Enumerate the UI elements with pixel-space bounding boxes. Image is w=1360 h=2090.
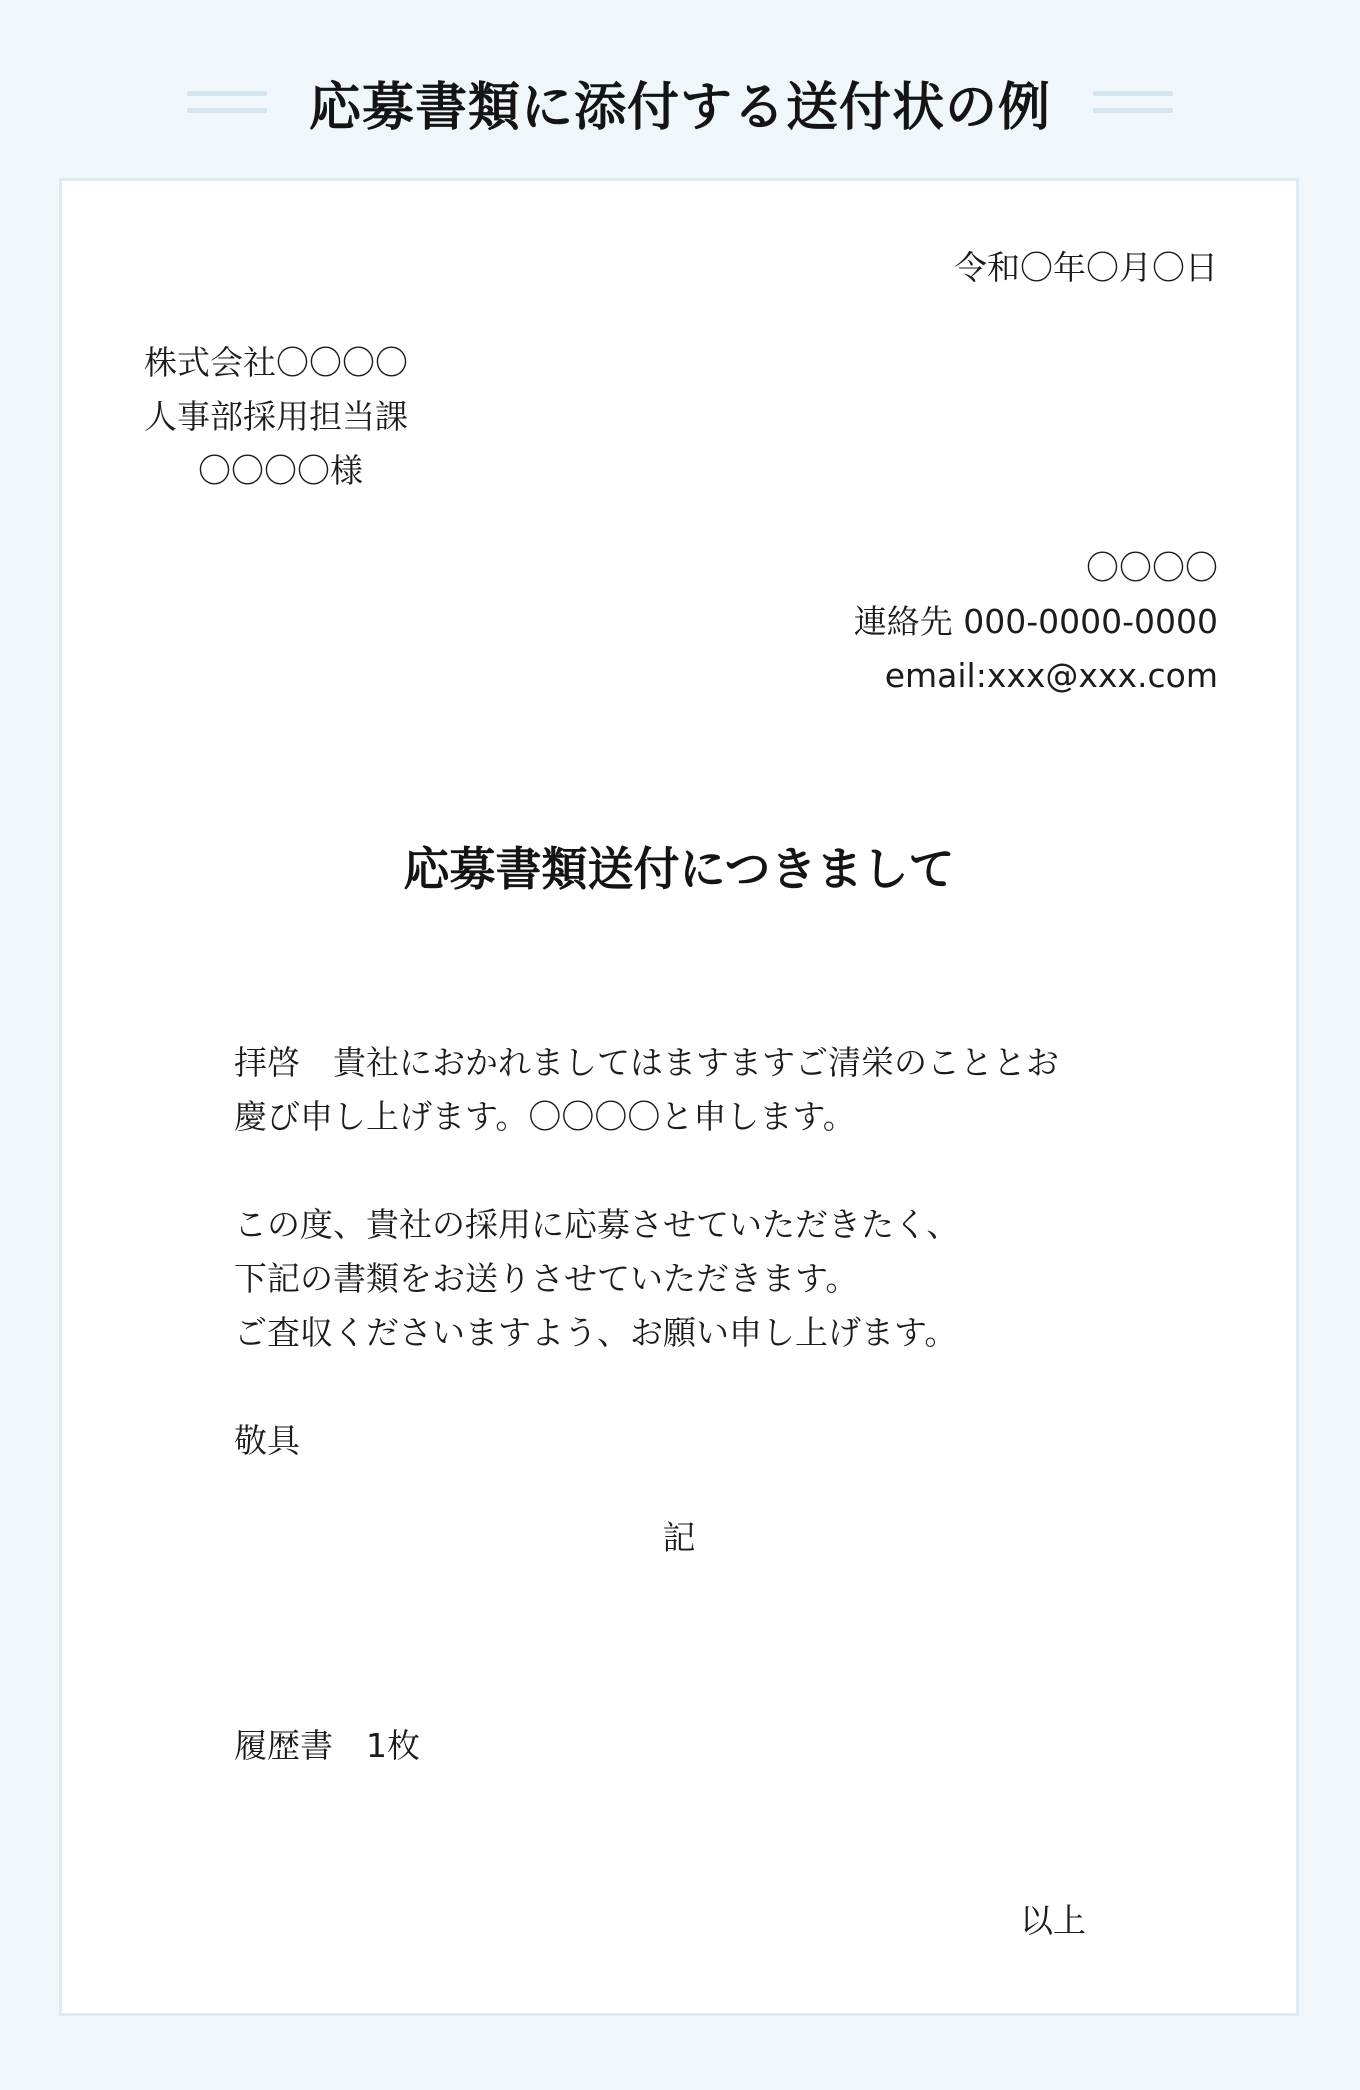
recipient-company: 株式会社〇〇〇〇: [144, 343, 408, 382]
heading-decoration-right: [1093, 91, 1173, 113]
body-line: この度、貴社の採用に応募させていただきたく、: [234, 1205, 960, 1244]
ki-heading: 記: [662, 1518, 696, 1557]
page-title: 応募書類に添付する送付状の例: [308, 77, 1051, 138]
body-line: 下記の書類をお送りさせていただきます。: [234, 1259, 859, 1298]
body-line: 拝啓 貴社におかれましてはますますご清栄のこととお: [234, 1043, 1059, 1082]
cover-letter-card: [59, 178, 1299, 2016]
sender-name: 〇〇〇〇: [1086, 548, 1218, 587]
sender-email: email:xxx@xxx.com: [884, 656, 1218, 695]
body-line: 慶び申し上げます。〇〇〇〇と申します。: [234, 1097, 856, 1136]
heading-decoration-left: [187, 91, 267, 113]
letter-closing: 敬具: [234, 1421, 300, 1460]
letter-date: 令和〇年〇月〇日: [954, 248, 1218, 287]
letter-end-mark: 以上: [1020, 1901, 1086, 1940]
sender-contact: 連絡先 000-0000-0000: [853, 602, 1218, 641]
page-heading: [0, 62, 1360, 142]
recipient-department: 人事部採用担当課: [144, 397, 408, 436]
enclosure-item: 履歴書 1枚: [234, 1726, 420, 1765]
recipient-person: 〇〇〇〇様: [198, 451, 363, 490]
letter-subject: 応募書類送付につきまして: [403, 842, 955, 896]
body-line: ご査収くださいますよう、お願い申し上げます。: [234, 1313, 958, 1352]
